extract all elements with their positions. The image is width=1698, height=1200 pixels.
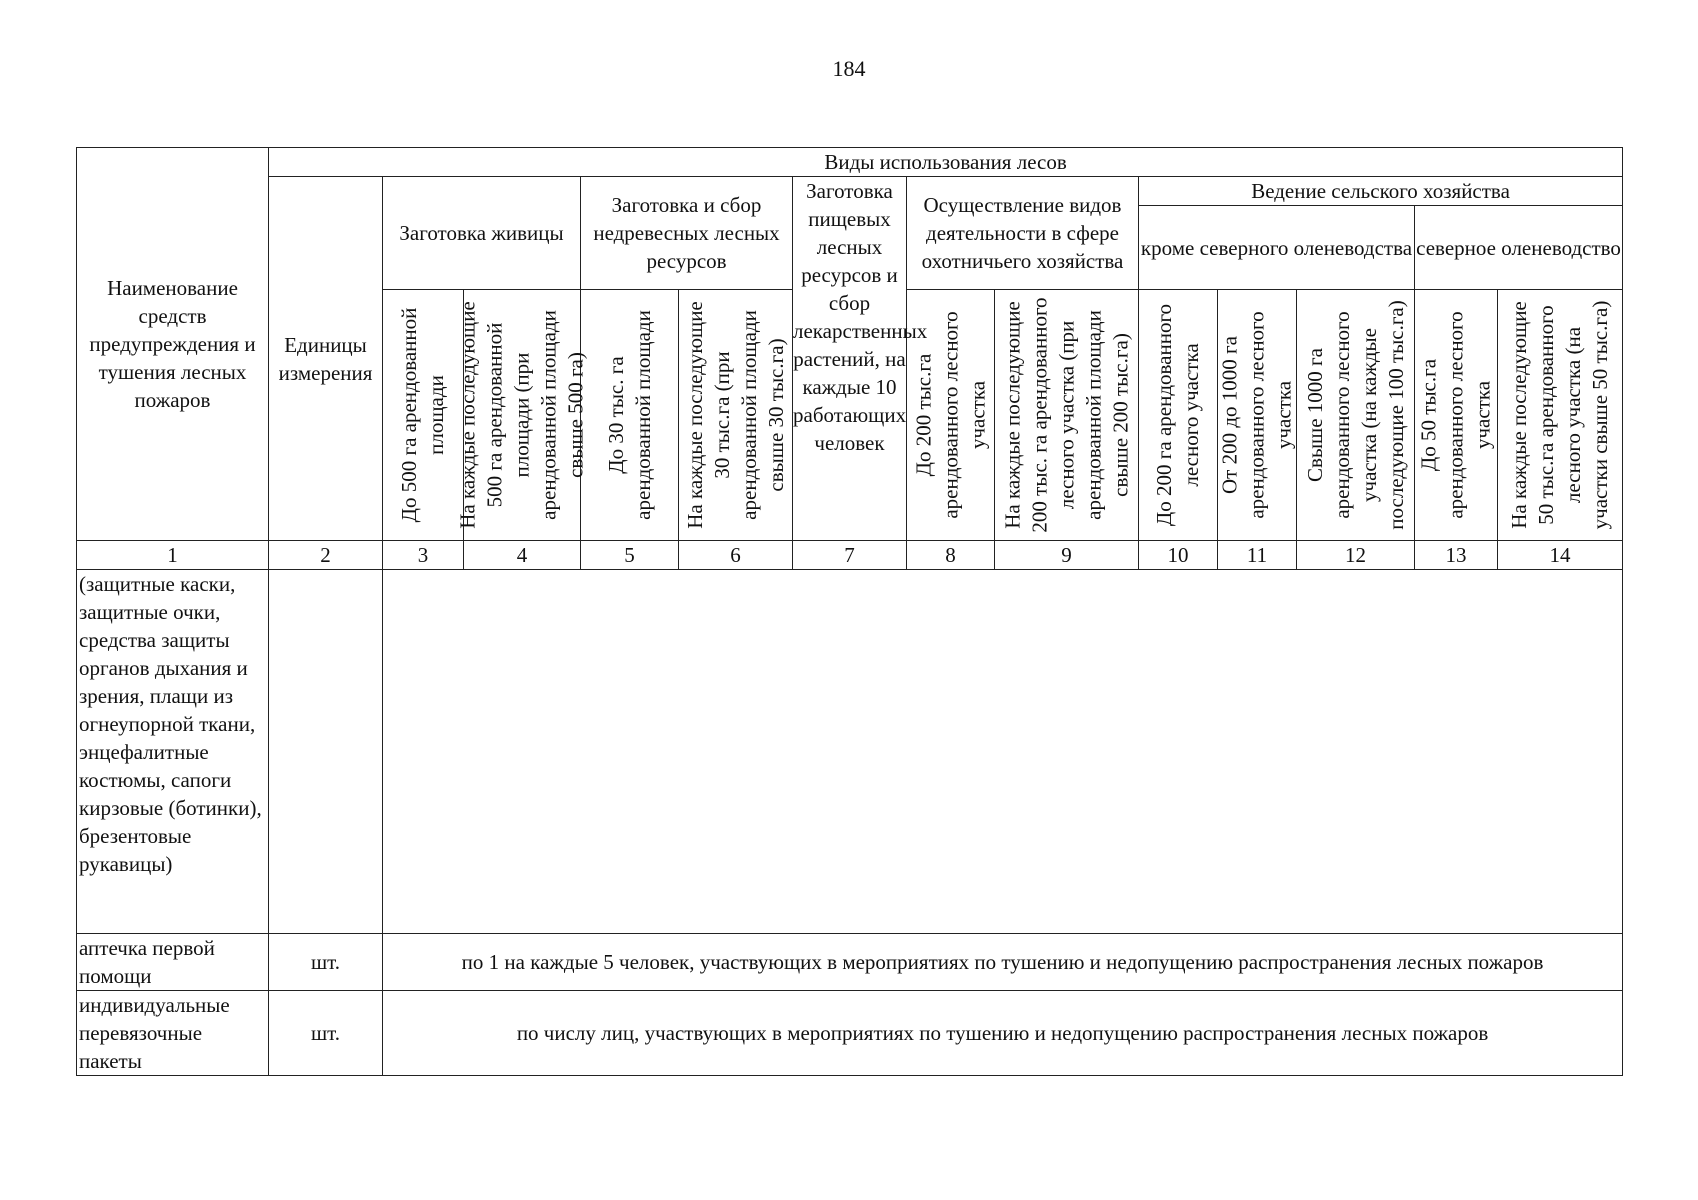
column-number: 5 [581, 541, 679, 570]
column-number: 3 [383, 541, 464, 570]
column-number: 12 [1297, 541, 1415, 570]
column-number: 1 [77, 541, 269, 570]
row-value: по числу лиц, участвующих в мероприятиях по тушению и недопущению распространения лесных пожаров [383, 991, 1623, 1076]
column-number: 9 [995, 541, 1139, 570]
row-name: (защитные каски, защитные очки, средства защиты органов дыхания и зрения, плащи из огнеупорной ткани, энцефалитные костюмы, сапоги кирзовые (ботинки), брезентовые рукавицы) [77, 570, 269, 934]
header-nedrevesnye: Заготовка и сбор недревесных лесных ресурсов [581, 177, 793, 290]
header-krome-severnogo: кроме северного оленеводства [1139, 206, 1415, 290]
row-name: аптечка первой помощи [77, 934, 269, 991]
row-unit: шт. [269, 991, 383, 1076]
header-group-title: Виды использования лесов [269, 148, 1623, 177]
header-selskoe: Ведение сельского хозяйства [1139, 177, 1623, 206]
fire-equipment-table [76, 147, 1623, 1076]
subheader-col-12: Свыше 1000 га арендованного лесного участка (на каждые последующие 100 тыс.га) [1297, 290, 1415, 541]
subheader-col-10: До 200 га арендованного лесного участка [1139, 290, 1218, 541]
subheader-col-9: На каждые последующие 200 тыс. га арендованного лесного участка (при арендованной площади свыше 200 тыс.га) [995, 290, 1139, 541]
row-unit [269, 570, 383, 934]
column-number: 13 [1415, 541, 1498, 570]
column-number: 8 [907, 541, 995, 570]
column-number: 10 [1139, 541, 1218, 570]
header-units-column: Единицы измерения [269, 177, 383, 541]
subheader-col-6: На каждые последующие 30 тыс.га (при арендованной площади свыше 30 тыс.га) [679, 290, 793, 541]
subheader-col-11: От 200 до 1000 га арендованного лесного участка [1218, 290, 1297, 541]
subheader-col-5: До 30 тыс. га арендованной площади [581, 290, 679, 541]
table-row [77, 570, 1623, 934]
column-number: 4 [464, 541, 581, 570]
subheader-col-14: На каждые последующие 50 тыс.га арендованного лесного участка (на участки свыше 50 тыс.га) [1498, 290, 1623, 541]
row-value [383, 570, 1623, 934]
subheader-col-3: До 500 га арендованной площади [383, 290, 464, 541]
subheader-col-8: До 200 тыс.га арендованного лесного участка [907, 290, 995, 541]
header-name-column: Наименование средств предупреждения и тушения лесных пожаров [77, 148, 269, 541]
header-zhivitsa: Заготовка живицы [383, 177, 581, 290]
column-number: 2 [269, 541, 383, 570]
column-number: 14 [1498, 541, 1623, 570]
row-unit: шт. [269, 934, 383, 991]
column-number: 11 [1218, 541, 1297, 570]
column-number: 7 [793, 541, 907, 570]
header-okhota: Осуществление видов деятельности в сфере охотничьего хозяйства [907, 177, 1139, 290]
page-number: 184 [832, 56, 866, 81]
table-row [77, 934, 1623, 991]
row-name: индивидуальные перевязочные пакеты [77, 991, 269, 1076]
column-number: 6 [679, 541, 793, 570]
subheader-col-4: На каждые последующие 500 га арендованной площади (при арендованной площади свыше 500 га) [464, 290, 581, 541]
header-severnoe: северное оленеводство [1415, 206, 1623, 290]
subheader-col-13: До 50 тыс.га арендованного лесного участка [1415, 290, 1498, 541]
row-value: по 1 на каждые 5 человек, участвующих в мероприятиях по тушению и недопущению распространения лесных пожаров [383, 934, 1623, 991]
header-pishchevye: Заготовка пищевых лесных ресурсов и сбор лекарственных растений, на каждые 10 работающих человек [793, 177, 907, 541]
table-row [77, 991, 1623, 1076]
column-numbers-row [77, 541, 1623, 570]
